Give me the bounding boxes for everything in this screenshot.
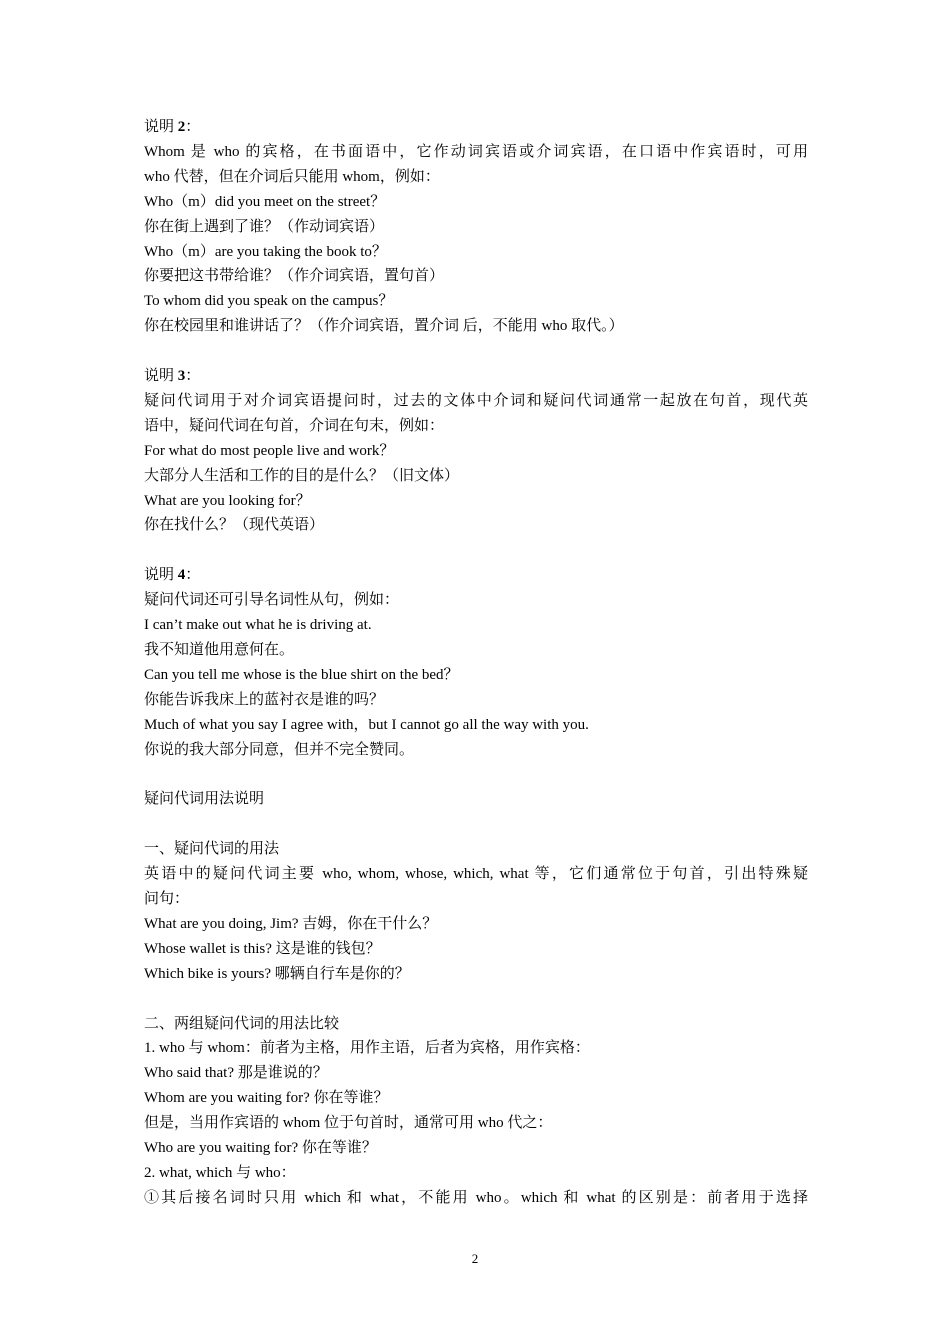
note-2-heading: 说明 2： bbox=[144, 119, 201, 135]
part-2-heading: 二、两组疑问代词的用法比较 bbox=[144, 1015, 340, 1032]
part-1-example: Which bike is yours? 哪辆自行车是你的？ bbox=[144, 965, 410, 982]
note-2-example-en: Who（m）did you meet on the street？ bbox=[144, 193, 386, 210]
note-3-heading: 说明 3： bbox=[144, 368, 201, 385]
part-1-heading: 一、疑问代词的用法 bbox=[144, 841, 280, 858]
note-3-text-line: 疑问代词用于对介词宾语提问时，过去的文体中介词和疑问代词通常一起放在句首，现代英 bbox=[144, 392, 808, 409]
note-2-text-line: Whom 是 who 的宾格，在书面语中，它作动词宾语或介词宾语，在口语中作宾语时，可用 bbox=[144, 143, 808, 160]
part-1-example: What are you doing, Jim? 吉姆，你在干什么？ bbox=[144, 915, 438, 932]
note-3-text-line: 语中，疑问代词在句首，介词在句末，例如： bbox=[144, 417, 445, 434]
note-2-example-zh: 你在街上遇到了谁？（作动词宾语） bbox=[144, 218, 385, 235]
blank-line bbox=[144, 339, 808, 364]
note-3-example-zh: 大部分人生活和工作的目的是什么？（旧文体） bbox=[144, 467, 460, 484]
section-title: 疑问代词用法说明 bbox=[144, 791, 265, 808]
note-4-example-en: Can you tell me whose is the blue shirt on the bed？ bbox=[144, 666, 459, 683]
note-2-example-zh: 你要把这书带给谁？（作介词宾语，置句首） bbox=[144, 268, 445, 285]
note-2-example-zh: 你在校园里和谁讲话了？（作介词宾语，置介词 后，不能用 who 取代。） bbox=[144, 318, 624, 335]
note-4-example-en: Much of what you say I agree with，but I cannot go all the way with you. bbox=[144, 716, 589, 733]
part-2-example: Who are you waiting for? 你在等谁？ bbox=[144, 1140, 377, 1157]
note-4-text-line: 疑问代词还可引导名词性从句，例如： bbox=[144, 592, 400, 609]
note-4-example-zh: 你说的我大部分同意，但并不完全赞同。 bbox=[144, 741, 415, 758]
part-2-text-line: 但是，当用作宾语的 whom 位于句首时，通常可用 who 代之： bbox=[144, 1115, 553, 1132]
note-3-example-zh: 你在找什么？（现代英语） bbox=[144, 517, 325, 534]
note-4-example-en: I can’t make out what he is driving at. bbox=[144, 617, 372, 634]
part-2-subheading: 2. what, which 与 who： bbox=[144, 1164, 296, 1181]
page-body bbox=[144, 115, 808, 1211]
note-2-text-line: who 代替，但在介词后只能用 whom，例如： bbox=[144, 168, 440, 185]
note-4-heading: 说明 4： bbox=[144, 567, 201, 584]
note-3-example-en: What are you looking for？ bbox=[144, 492, 311, 509]
part-2-subheading: 1. who 与 whom：前者为主格，用作主语，后者为宾格，用作宾格： bbox=[144, 1040, 590, 1057]
part-1-text-line: 英语中的疑问代词主要 who, whom, whose, which, what 等，它们通常位于句首，引出特殊疑 bbox=[144, 866, 808, 883]
part-1-text-line: 问句： bbox=[144, 891, 190, 908]
blank-line bbox=[144, 812, 808, 837]
note-4-example-zh: 我不知道他用意何在。 bbox=[144, 642, 295, 658]
part-2-text-line: ①其后接名词时只用 which 和 what，不能用 who。which 和 what 的区别是：前者用于选择 bbox=[144, 1189, 808, 1206]
part-2-example: Whom are you waiting for? 你在等谁？ bbox=[144, 1090, 389, 1107]
part-1-example: Whose wallet is this? 这是谁的钱包？ bbox=[144, 940, 381, 957]
note-2-example-en: Who（m）are you taking the book to？ bbox=[144, 243, 387, 260]
blank-line bbox=[144, 538, 808, 563]
blank-line bbox=[144, 987, 808, 1012]
blank-line bbox=[144, 763, 808, 788]
note-3-example-en: For what do most people live and work？ bbox=[144, 442, 395, 459]
note-2-example-en: To whom did you speak on the campus？ bbox=[144, 293, 394, 310]
note-4-example-zh: 你能告诉我床上的蓝衬衣是谁的吗？ bbox=[144, 691, 385, 708]
part-2-example: Who said that? 那是谁说的？ bbox=[144, 1065, 328, 1082]
page-number: 2 bbox=[471, 1251, 479, 1266]
